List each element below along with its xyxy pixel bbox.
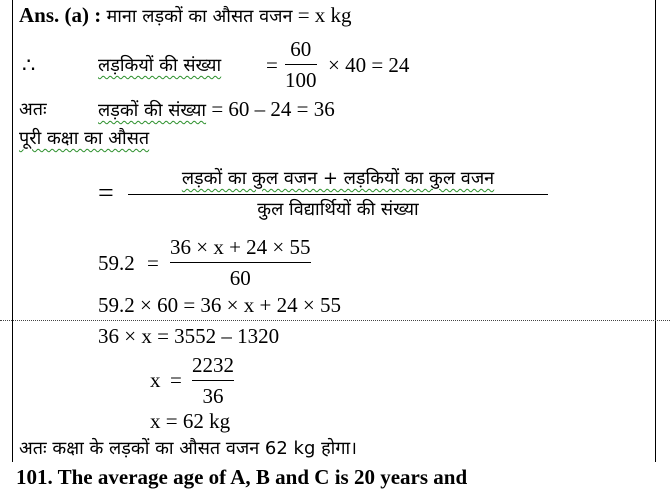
girls-fraction [285,36,317,93]
fraction-bar [170,262,311,263]
ata-label-2: अतः [19,438,47,459]
avg-value-eq: = [147,251,159,275]
formula-denominator: कुल विद्यार्थियों की संख्या [257,199,419,220]
average-formula-fraction [128,166,548,223]
conclusion-line [19,434,357,462]
next-question: 101. The average age of A, B and C is 20 years and [16,465,468,489]
girls-fraction-den: 100 [285,68,317,92]
x-fraction-num: 2232 [192,353,234,377]
equation-line-8: 36 × x = 3552 – 1320 [98,324,280,348]
answer-rhs: = x kg [292,3,352,27]
x-eq: = [170,368,182,392]
avg-value-lhs: 59.2 [98,251,135,275]
girls-count-tail: × 40 = 24 [328,53,410,77]
x-lhs: x [150,368,161,392]
fraction-bar [285,64,317,65]
avg-value-fraction [170,234,311,291]
girls-fraction-num: 60 [290,37,312,61]
boys-count-tail: = 60 – 24 = 36 [206,97,335,121]
ata-label-1: अतः [19,99,47,120]
class-average-heading: पूरी कक्षा का औसत [19,128,150,149]
page-break-line [0,320,670,321]
girls-count-label: लड़कियों की संख्या [98,55,222,76]
answer-label: Ans. (a) : [19,3,102,27]
big-eq: = [98,178,114,209]
equation-line-7: 59.2 × 60 = 36 × x + 24 × 55 [98,293,341,317]
girls-count-eq: = [266,53,278,77]
x-result: x = 62 kg [150,409,231,433]
x-fraction-den: 36 [202,384,224,408]
answer-line [19,2,352,30]
avg-value-num: 36 × x + 24 × 55 [170,235,311,259]
x-fraction [192,352,234,409]
conclusion-text: कक्षा के लड़कों का औसत वजन 62 kg होगा। [46,438,357,459]
avg-value-den: 60 [229,266,251,290]
boys-count-label: लड़कों की संख्या [98,100,207,121]
fraction-bar [192,380,234,381]
boys-count-line [98,96,335,124]
fraction-bar [128,194,548,195]
formula-numerator: लड़कों का कुल वजन + लड़कियों का कुल वजन [181,168,495,189]
answer-statement: माना लड़कों का औसत वजन [106,6,293,27]
therefore-symbol: ∴ [22,53,36,77]
